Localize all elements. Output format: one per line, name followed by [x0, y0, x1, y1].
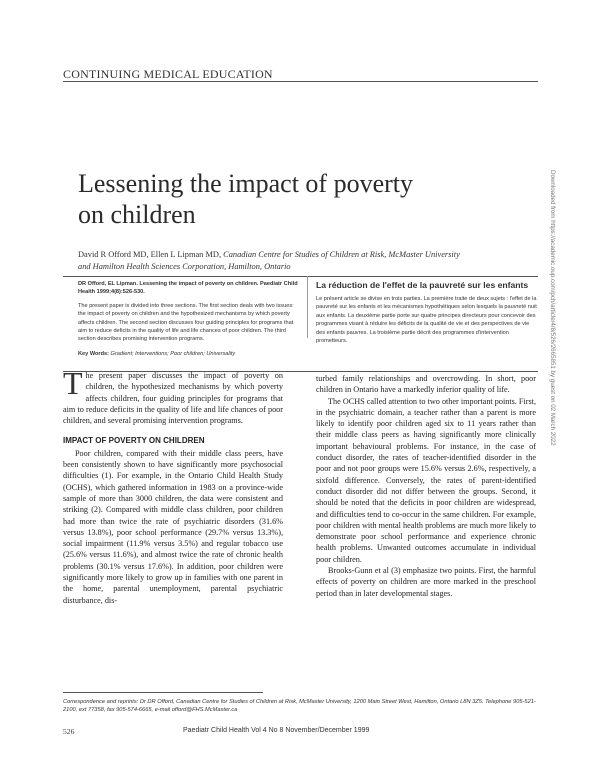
drop-cap: T — [63, 365, 83, 401]
body-paragraph: Brooks-Gunn et al (3) emphasize two points. First, the harmful effects of poverty on children are more marked in the preschool period than in later developmental stages. — [316, 566, 536, 598]
download-watermark — [548, 170, 556, 490]
abstract-divider — [307, 276, 308, 338]
footnote-rule — [63, 692, 263, 693]
keywords — [78, 350, 300, 358]
section-label: CONTINUING MEDICAL EDUCATION — [63, 67, 273, 81]
author-affiliation-2: and Hamilton Health Sciences Corporation, Hamilton, Ontario — [78, 262, 291, 271]
abstract-text: The present paper is divided into three sections. The first section deals with two issues: the impact of poverty on children and the hypothesized mechanisms by which poverty affects children. The second section discusses four guiding principles for programs that aim to reduce deficits in the quality of life and life chances of poor children. The third section describes promising intervention programs. — [78, 302, 294, 343]
body-paragraph: Poor children, compared with their middle class peers, have been consistently shown to have significantly more psychosocial difficulties (1). For example, in the Ontario Child Health Study (OCHS), which gathered information in 1983 on a province-wide sample of more than 3000 children, the data were consistent and striking (2). Compared with middle class children, poor children had more than twice the rate of psychiatric disorders (31.6% versus 13.8%), poor school performance (29.7% versus 13.3%), social impairment (11.9% versus 3.5%) and regular tobacco use (25.6% versus 11.6%), and almost twice the rate of chronic health problems (30.1% versus 17.6%). In addition, poor children were significantly more likely to grow up in families with one parent in the home, parental unemployment, parental psychiatric disturbance, dis- — [63, 448, 283, 605]
author-affiliation-1: Canadian Centre for Studies of Children at Risk, McMaster University — [223, 250, 460, 259]
title-line-2: on children — [78, 200, 196, 229]
article-title — [78, 168, 528, 230]
author-names: David R Offord MD, Ellen L Lipman MD, — [78, 250, 222, 259]
section-heading: IMPACT OF POVERTY ON CHILDREN — [63, 436, 205, 446]
body-paragraph: The OCHS called attention to two other important points. First, in the psychiatric domain, a teacher rather than a parent is more likely to identify poor children aged six to 11 years rather than their middle class peers as having significantly more clinically important behavioural problems. For instance, in the case of conduct disorder, the rates of teacher-identified disorder in the poor and not poor groups were 15.6% versus 2.6%, respectively, a sixfold difference. Conversely, the rates of parent-identified conduct disorder did not differ between the groups. Second, it should be noted that the deficits in poor children are widespread, and difficulties tend to co-occur in the same children. For example, poor children with mental health problems are much more likely to demonstrate poor school performance and experience chronic health problems. Unwanted outcomes accumulate in individual poor children. — [316, 396, 536, 564]
french-abstract-text: Le présent article se divise en trois parties. La première traite de deux sujets : l'effet de la pauvreté sur les enfants et les mécanismes hypothétiques selon lesquels la pauvreté nuit aux enfants. La deuxième partie porte sur quatre principes directeurs pour concevoir des programmes visant à réduire les déficits de la qualité de vie et des perspectives de vie des enfants pauvres. La troisième partie décrit des programmes d'intervention prometteurs. — [316, 296, 537, 345]
abstract-top-rule — [63, 276, 538, 277]
french-abstract-title: La réduction de l'effet de la pauvreté sur les enfants — [316, 280, 529, 290]
body-column-left — [63, 365, 283, 606]
keywords-list: Gradient; Interventions; Poor children; Universality — [110, 350, 236, 357]
author-block — [78, 249, 538, 273]
correspondence-note: Correspondence and reprints: Dr DR Offord, Canadian Centre for Studies of Children at Risk, McMaster University, 1200 Main Street West, Hamilton, Ontario L8N 3Z5. Telephone 905-521-2100, ext 77358, fax 905-574-6665, e-mail offord@FHS.McMaster.ca — [63, 699, 536, 714]
body-paragraph: turbed family relationships and overcrowding. In short, poor children in Ontario have a markedly inferior quality of life. — [316, 374, 536, 395]
body-column-right — [316, 373, 536, 599]
header-rule — [63, 81, 538, 82]
intro-paragraph: he present paper discusses the impact of poverty on children, the hypothesized mechanisms by which poverty affects children, four guiding principles for programs that aim to reduce deficits in the quality of life and life chances of poor children, and several promising intervention programs. — [63, 371, 283, 426]
journal-citation: Paediatr Child Health Vol 4 No 8 November/December 1999 — [183, 727, 370, 734]
download-watermark-text: Downloaded from https://academic.oup.com/pch/article/4/8/526/2665851 by guest on 02 March 2022 — [549, 170, 556, 446]
english-abstract — [78, 280, 300, 358]
page-number: 526 — [63, 727, 75, 736]
abstract-citation: DR Offord, EL Lipman. Lessening the impact of poverty on children. Paediatr Child Health 1999;4(8):526-530. — [78, 281, 298, 296]
french-abstract — [316, 280, 538, 345]
title-line-1: Lessening the impact of poverty — [78, 169, 414, 198]
keywords-label: Key Words: — [78, 350, 109, 357]
